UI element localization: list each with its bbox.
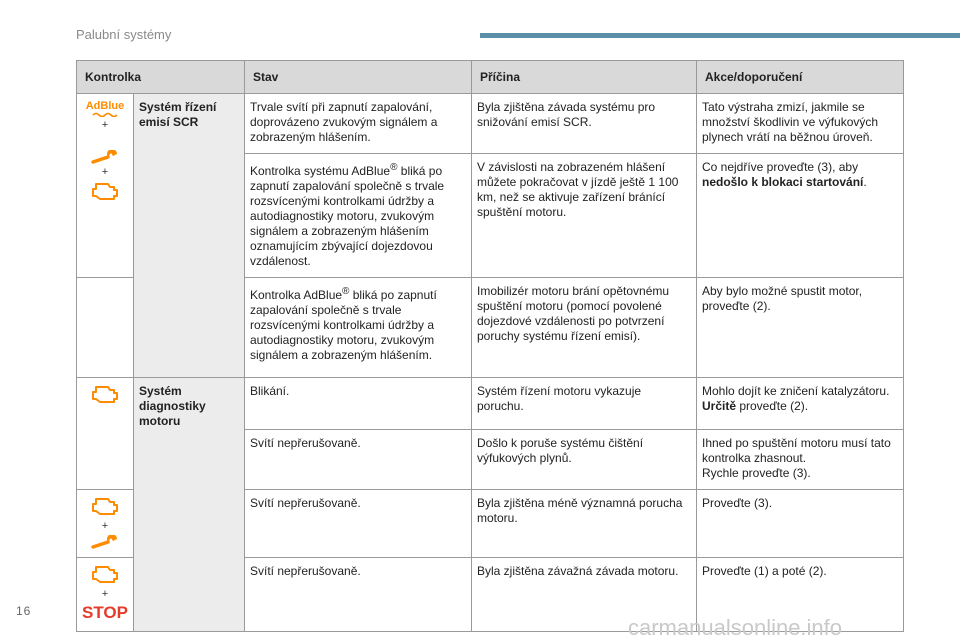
- header-accent-line: [480, 33, 960, 38]
- page-number: 16: [16, 604, 32, 618]
- action-emphasis: Určitě: [701, 399, 736, 413]
- engine-icon: [90, 181, 120, 203]
- plus-sign: +: [101, 166, 109, 178]
- table-row: [77, 94, 904, 154]
- engine-stop-icons-cell: [77, 558, 134, 632]
- cause-cell: Byla zjištěna závažná závada motoru.: [471, 558, 696, 632]
- action-cell: [696, 378, 903, 430]
- action-text: Mohlo dojít ke zničení katalyzátoru.: [701, 384, 890, 398]
- state-text: Kontrolka AdBlue: [249, 288, 343, 302]
- action-cell: Tato výstraha zmizí, jakmile se množství škodlivin ve výfukových plynech vrátí na běžnou úroveň.: [696, 94, 903, 154]
- action-text: Co nejdříve proveďte (3), aby: [701, 160, 859, 174]
- engine-icon: [90, 496, 120, 518]
- stop-icon: STOP: [82, 603, 128, 622]
- column-header-action: Akce/doporučení: [696, 61, 903, 94]
- cause-cell: Systém řízení motoru vykazuje poruchu.: [471, 378, 696, 430]
- warning-lights-table: [76, 60, 904, 632]
- state-cell: Svítí nepřerušovaně.: [244, 558, 471, 632]
- watermark: carmanualsonline.info: [628, 615, 843, 640]
- action-text: Ihned po spuštění motoru musí tato kontrolka zhasnout.: [701, 436, 891, 465]
- table-header-row: [77, 61, 904, 94]
- state-cell: Svítí nepřerušovaně.: [244, 430, 471, 490]
- page-header-title: Palubní systémy: [76, 27, 172, 42]
- registered-mark: ®: [390, 162, 398, 173]
- action-cell: Proveďte (1) a poté (2).: [696, 558, 903, 632]
- plus-sign: +: [101, 119, 109, 131]
- state-cell: Svítí nepřerušovaně.: [244, 490, 471, 558]
- system-name-scr: Systém řízení emisí SCR: [133, 94, 244, 378]
- column-header-indicator: Kontrolka: [77, 61, 245, 94]
- cause-cell: Byla zjištěna závada systému pro snižování emisí SCR.: [471, 94, 696, 154]
- wrench-icon: [91, 535, 119, 549]
- action-cell: [696, 154, 903, 278]
- engine-wrench-icons-cell: [77, 490, 134, 558]
- action-text: Rychle proveďte (3).: [701, 466, 811, 480]
- engine-diag-icons-cell: [77, 378, 134, 490]
- registered-mark: ®: [342, 286, 350, 297]
- action-cell: Proveďte (3).: [696, 490, 903, 558]
- state-text: bliká po zapnutí zapalování společně s trvale rozsvícenými kontrolkami údržby a autodiagnostiky motoru, zvukovým signálem a zobrazeným hlášením oznamujícím zbývající dojezdovou vzdálenost.: [249, 164, 445, 268]
- action-text: proveďte (2).: [736, 399, 809, 413]
- action-cell: [696, 430, 903, 490]
- action-cell: Aby bylo možné spustit motor, proveďte (2).: [696, 278, 903, 378]
- state-cell: [244, 154, 471, 278]
- column-header-state: Stav: [244, 61, 471, 94]
- column-header-cause: Příčina: [471, 61, 696, 94]
- plus-sign: +: [101, 520, 109, 532]
- state-cell: Trvale svítí při zapnutí zapalování, doprovázeno zvukovým signálem a zobrazeným hlášením.: [244, 94, 471, 154]
- engine-icon: [90, 384, 120, 406]
- table-row: [77, 378, 904, 430]
- cause-cell: Byla zjištěna méně významná porucha motoru.: [471, 490, 696, 558]
- action-emphasis: nedošlo k blokaci startování: [701, 175, 864, 189]
- cause-cell: Došlo k poruše systému čištění výfukových plynů.: [471, 430, 696, 490]
- cause-cell: Imobilizér motoru brání opětovnému spuštění motoru (pomocí povolené dojezdové vzdálenosti po potvrzení poruchy systému řízení emisí).: [471, 278, 696, 378]
- adblue-wave-icon: [92, 112, 118, 117]
- action-text: .: [863, 175, 867, 189]
- system-name-engine-diagnostics: Systém diagnostiky motoru: [133, 378, 244, 632]
- state-text: bliká po zapnutí zapalování společně s trvale rozsvícenými kontrolkami údržby a autodiagnostiky motoru, zvukovým signálem a zobrazeným hlášením.: [249, 288, 437, 362]
- state-cell: [244, 278, 471, 378]
- state-text: Kontrolka systému AdBlue: [249, 164, 391, 178]
- wrench-icon: [91, 150, 119, 164]
- adblue-icon: AdBlue: [85, 100, 125, 112]
- plus-sign: +: [101, 588, 109, 600]
- empty-icon-cell: [77, 278, 134, 378]
- cause-cell: V závislosti na zobrazeném hlášení můžete pokračovat v jízdě ještě 1 100 km, než se aktivuje zařízení bránící spuštění motoru.: [471, 154, 696, 278]
- scr-icons-cell: [77, 94, 134, 278]
- engine-icon: [90, 564, 120, 586]
- state-cell: Blikání.: [244, 378, 471, 430]
